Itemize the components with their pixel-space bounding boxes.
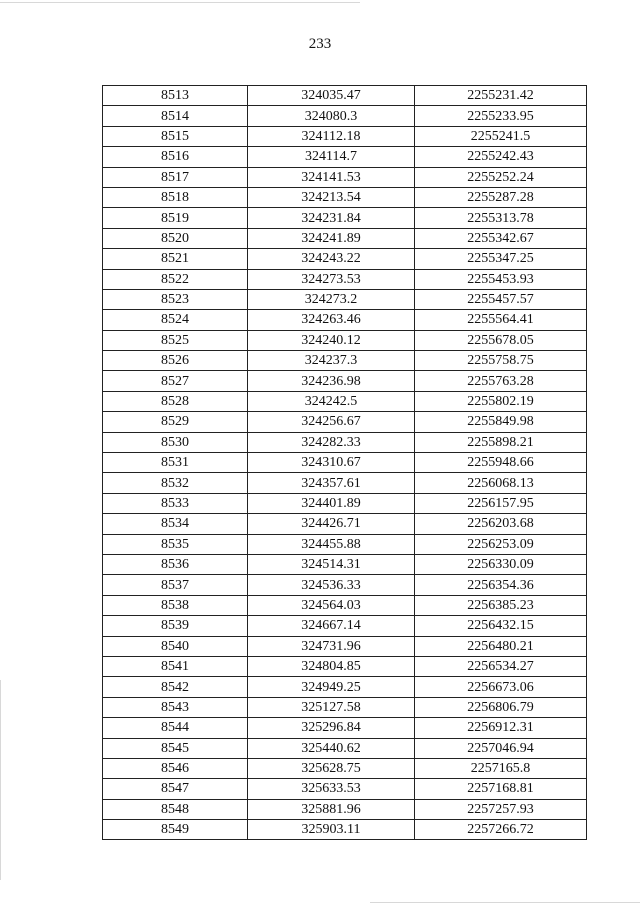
y-coordinate-cell: 2255948.66 [415, 453, 587, 473]
x-coordinate-cell: 324241.89 [248, 228, 415, 248]
table-row [103, 289, 587, 309]
point-number-cell: 8519 [103, 208, 248, 228]
x-coordinate-cell: 324256.67 [248, 412, 415, 432]
table-row [103, 167, 587, 187]
y-coordinate-cell: 2256068.13 [415, 473, 587, 493]
y-coordinate-cell: 2255678.05 [415, 330, 587, 350]
point-number-cell: 8537 [103, 575, 248, 595]
table-row [103, 514, 587, 534]
y-coordinate-cell: 2257168.81 [415, 779, 587, 799]
table-row [103, 799, 587, 819]
y-coordinate-cell: 2256534.27 [415, 656, 587, 676]
table-row [103, 575, 587, 595]
x-coordinate-cell: 324357.61 [248, 473, 415, 493]
y-coordinate-cell: 2256385.23 [415, 595, 587, 615]
y-coordinate-cell: 2255342.67 [415, 228, 587, 248]
y-coordinate-cell: 2255457.57 [415, 289, 587, 309]
scan-artifact-left [0, 680, 1, 880]
table-row [103, 453, 587, 473]
x-coordinate-cell: 324112.18 [248, 126, 415, 146]
point-number-cell: 8549 [103, 820, 248, 840]
x-coordinate-cell: 324804.85 [248, 656, 415, 676]
point-number-cell: 8543 [103, 697, 248, 717]
y-coordinate-cell: 2255241.5 [415, 126, 587, 146]
x-coordinate-cell: 325881.96 [248, 799, 415, 819]
x-coordinate-cell: 324282.33 [248, 432, 415, 452]
x-coordinate-cell: 324273.53 [248, 269, 415, 289]
x-coordinate-cell: 325633.53 [248, 779, 415, 799]
y-coordinate-cell: 2256157.95 [415, 493, 587, 513]
y-coordinate-cell: 2257165.8 [415, 758, 587, 778]
y-coordinate-cell: 2255849.98 [415, 412, 587, 432]
x-coordinate-cell: 324731.96 [248, 636, 415, 656]
point-number-cell: 8523 [103, 289, 248, 309]
point-number-cell: 8515 [103, 126, 248, 146]
table-row [103, 779, 587, 799]
point-number-cell: 8546 [103, 758, 248, 778]
x-coordinate-cell: 324263.46 [248, 310, 415, 330]
x-coordinate-cell: 324213.54 [248, 187, 415, 207]
point-number-cell: 8536 [103, 554, 248, 574]
point-number-cell: 8517 [103, 167, 248, 187]
table-row [103, 126, 587, 146]
x-coordinate-cell: 324564.03 [248, 595, 415, 615]
page-number: 233 [308, 36, 332, 52]
table-row [103, 86, 587, 106]
point-number-cell: 8541 [103, 656, 248, 676]
table-row [103, 432, 587, 452]
x-coordinate-cell: 325440.62 [248, 738, 415, 758]
y-coordinate-cell: 2255287.28 [415, 187, 587, 207]
point-number-cell: 8539 [103, 616, 248, 636]
point-number-cell: 8529 [103, 412, 248, 432]
x-coordinate-cell: 324273.2 [248, 289, 415, 309]
y-coordinate-cell: 2257257.93 [415, 799, 587, 819]
y-coordinate-cell: 2257046.94 [415, 738, 587, 758]
point-number-cell: 8522 [103, 269, 248, 289]
scan-artifact-bottom [370, 902, 640, 903]
table-row [103, 147, 587, 167]
y-coordinate-cell: 2256330.09 [415, 554, 587, 574]
table-row [103, 351, 587, 371]
x-coordinate-cell: 324114.7 [248, 147, 415, 167]
y-coordinate-cell: 2257266.72 [415, 820, 587, 840]
point-number-cell: 8540 [103, 636, 248, 656]
x-coordinate-cell: 324243.22 [248, 249, 415, 269]
x-coordinate-cell: 324240.12 [248, 330, 415, 350]
table-row [103, 697, 587, 717]
coordinates-table [102, 85, 587, 840]
x-coordinate-cell: 324310.67 [248, 453, 415, 473]
y-coordinate-cell: 2255347.25 [415, 249, 587, 269]
point-number-cell: 8518 [103, 187, 248, 207]
y-coordinate-cell: 2256806.79 [415, 697, 587, 717]
table-row [103, 391, 587, 411]
x-coordinate-cell: 324949.25 [248, 677, 415, 697]
point-number-cell: 8547 [103, 779, 248, 799]
point-number-cell: 8521 [103, 249, 248, 269]
point-number-cell: 8513 [103, 86, 248, 106]
x-coordinate-cell: 324080.3 [248, 106, 415, 126]
point-number-cell: 8542 [103, 677, 248, 697]
point-number-cell: 8528 [103, 391, 248, 411]
x-coordinate-cell: 324035.47 [248, 86, 415, 106]
y-coordinate-cell: 2255231.42 [415, 86, 587, 106]
point-number-cell: 8535 [103, 534, 248, 554]
y-coordinate-cell: 2256203.68 [415, 514, 587, 534]
point-number-cell: 8548 [103, 799, 248, 819]
x-coordinate-cell: 325296.84 [248, 718, 415, 738]
table-row [103, 738, 587, 758]
x-coordinate-cell: 324242.5 [248, 391, 415, 411]
point-number-cell: 8514 [103, 106, 248, 126]
table-row [103, 616, 587, 636]
point-number-cell: 8533 [103, 493, 248, 513]
scan-artifact-top [0, 2, 360, 3]
point-number-cell: 8520 [103, 228, 248, 248]
x-coordinate-cell: 324236.98 [248, 371, 415, 391]
table-row [103, 595, 587, 615]
point-number-cell: 8534 [103, 514, 248, 534]
y-coordinate-cell: 2255763.28 [415, 371, 587, 391]
table-row [103, 656, 587, 676]
point-number-cell: 8525 [103, 330, 248, 350]
point-number-cell: 8545 [103, 738, 248, 758]
table-row [103, 330, 587, 350]
x-coordinate-cell: 324455.88 [248, 534, 415, 554]
y-coordinate-cell: 2256673.06 [415, 677, 587, 697]
point-number-cell: 8531 [103, 453, 248, 473]
point-number-cell: 8527 [103, 371, 248, 391]
table-row [103, 228, 587, 248]
x-coordinate-cell: 324514.31 [248, 554, 415, 574]
table-row [103, 677, 587, 697]
y-coordinate-cell: 2255453.93 [415, 269, 587, 289]
point-number-cell: 8524 [103, 310, 248, 330]
y-coordinate-cell: 2255313.78 [415, 208, 587, 228]
table-row [103, 310, 587, 330]
table-row [103, 718, 587, 738]
y-coordinate-cell: 2256480.21 [415, 636, 587, 656]
y-coordinate-cell: 2255802.19 [415, 391, 587, 411]
table-row [103, 412, 587, 432]
point-number-cell: 8516 [103, 147, 248, 167]
table-row [103, 473, 587, 493]
point-number-cell: 8530 [103, 432, 248, 452]
point-number-cell: 8532 [103, 473, 248, 493]
x-coordinate-cell: 324237.3 [248, 351, 415, 371]
table-row [103, 820, 587, 840]
table-row [103, 106, 587, 126]
y-coordinate-cell: 2256432.15 [415, 616, 587, 636]
table-row [103, 249, 587, 269]
table-row [103, 493, 587, 513]
table-row [103, 758, 587, 778]
table-row [103, 187, 587, 207]
x-coordinate-cell: 324426.71 [248, 514, 415, 534]
y-coordinate-cell: 2255252.24 [415, 167, 587, 187]
x-coordinate-cell: 325903.11 [248, 820, 415, 840]
point-number-cell: 8544 [103, 718, 248, 738]
point-number-cell: 8526 [103, 351, 248, 371]
x-coordinate-cell: 324401.89 [248, 493, 415, 513]
table-row [103, 534, 587, 554]
y-coordinate-cell: 2256912.31 [415, 718, 587, 738]
x-coordinate-cell: 325628.75 [248, 758, 415, 778]
table-row [103, 554, 587, 574]
y-coordinate-cell: 2256253.09 [415, 534, 587, 554]
x-coordinate-cell: 324536.33 [248, 575, 415, 595]
y-coordinate-cell: 2255242.43 [415, 147, 587, 167]
x-coordinate-cell: 324667.14 [248, 616, 415, 636]
table-row [103, 636, 587, 656]
y-coordinate-cell: 2255898.21 [415, 432, 587, 452]
point-number-cell: 8538 [103, 595, 248, 615]
x-coordinate-cell: 325127.58 [248, 697, 415, 717]
y-coordinate-cell: 2256354.36 [415, 575, 587, 595]
x-coordinate-cell: 324231.84 [248, 208, 415, 228]
table-row [103, 371, 587, 391]
table-row [103, 208, 587, 228]
table-row [103, 269, 587, 289]
y-coordinate-cell: 2255564.41 [415, 310, 587, 330]
y-coordinate-cell: 2255758.75 [415, 351, 587, 371]
y-coordinate-cell: 2255233.95 [415, 106, 587, 126]
coordinates-table-body [103, 86, 587, 840]
x-coordinate-cell: 324141.53 [248, 167, 415, 187]
